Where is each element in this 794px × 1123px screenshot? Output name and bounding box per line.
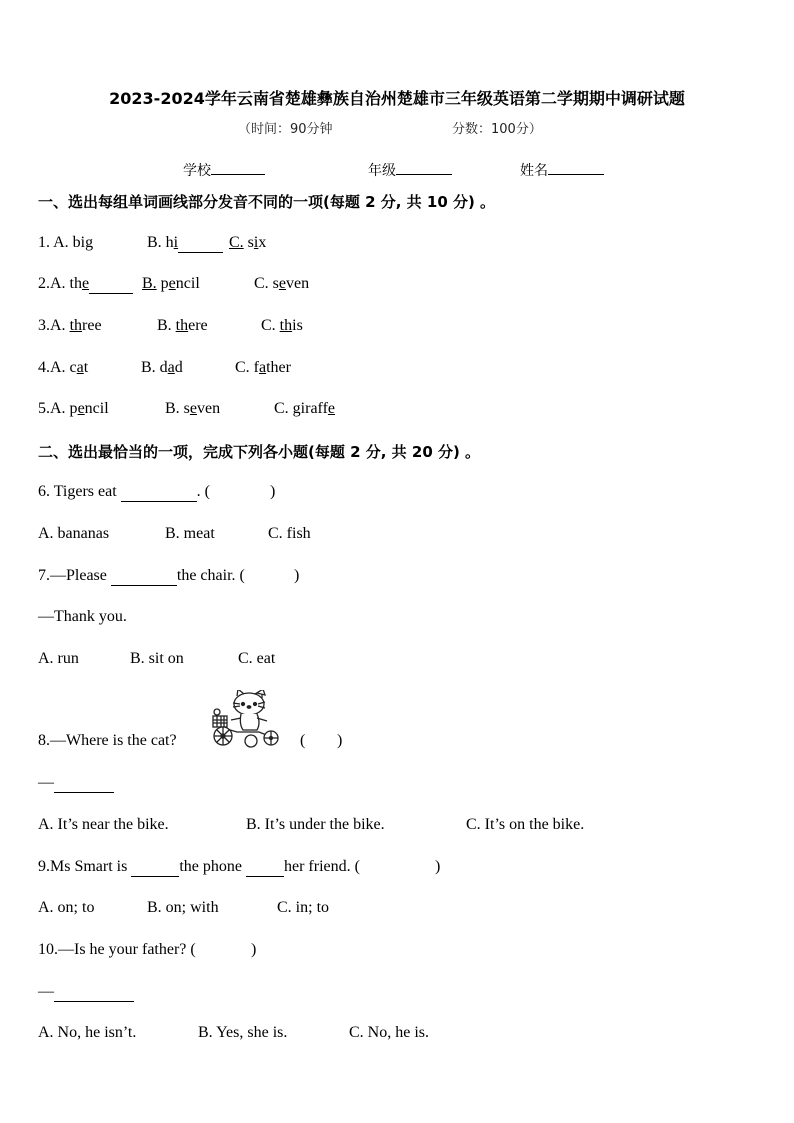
q8-paren-open[interactable]: ( — [300, 732, 306, 749]
name-blank[interactable] — [548, 160, 604, 175]
q7-answer-paren[interactable]: ) — [294, 567, 300, 584]
grade-field — [368, 160, 452, 180]
q1-option-a[interactable]: A. big — [53, 234, 94, 251]
student-info-row — [0, 160, 794, 182]
q8-reply — [38, 774, 114, 793]
q6-blank[interactable] — [121, 483, 197, 502]
q8-paren-close[interactable]: ) — [337, 732, 343, 749]
q10-options — [38, 1024, 429, 1042]
q9-options — [38, 899, 330, 917]
q9-stem: 9.Ms Smart is — [38, 858, 128, 875]
q1-option-c[interactable]: C. six — [229, 234, 267, 251]
cat-on-bike-image — [207, 690, 283, 748]
q10-option-b[interactable]: B. Yes, she is. — [198, 1024, 288, 1041]
q9-mid: the phone — [179, 858, 242, 875]
q3-option-a[interactable]: 3.A. three — [38, 317, 102, 334]
q7-tail: the chair. ( — [176, 567, 245, 584]
q10-option-c[interactable]: C. No, he is. — [349, 1024, 429, 1041]
school-label: 学校 — [183, 163, 211, 179]
q2-option-c[interactable]: C. seven — [254, 275, 310, 292]
q7-stem: 7.—Please — [38, 567, 107, 584]
q6-option-c[interactable]: C. fish — [268, 525, 311, 542]
q1-number: 1. — [38, 234, 54, 251]
q7-option-b[interactable]: B. sit on — [130, 650, 184, 667]
q7-reply: —Thank you. — [38, 608, 127, 625]
q6-tail: . ( — [196, 483, 210, 500]
grade-label: 年级 — [368, 163, 396, 179]
q5-option-c[interactable]: C. giraffe — [274, 400, 336, 417]
time-info: （时间：90分钟 — [238, 122, 333, 137]
q7-blank[interactable] — [111, 567, 177, 586]
q8-reply-dash: — — [38, 774, 54, 791]
q7-options — [38, 650, 276, 668]
q1-option-b[interactable]: B. hi — [147, 234, 223, 253]
q8-option-c[interactable]: C. It’s on the bike. — [466, 816, 585, 833]
question-4 — [38, 359, 291, 377]
q8-blank[interactable] — [54, 774, 114, 793]
score-info: 分数：100分） — [452, 122, 542, 137]
q4-option-c[interactable]: C. father — [235, 359, 291, 376]
q6-option-b[interactable]: B. meat — [165, 525, 215, 542]
question-5 — [38, 400, 336, 418]
q6-stem: 6. Tigers eat — [38, 483, 117, 500]
grade-blank[interactable] — [396, 160, 452, 175]
q8-stem: 8.—Where is the cat? — [38, 732, 177, 749]
question-7 — [38, 567, 300, 586]
question-2 — [38, 275, 310, 294]
question-1 — [38, 234, 267, 252]
q6-options — [38, 525, 311, 543]
q7-option-a[interactable]: A. run — [38, 650, 79, 667]
school-blank[interactable] — [211, 160, 265, 175]
name-field — [520, 160, 604, 180]
section1-heading: 一、选出每组单词画线部分发音不同的一项(每题 2 分, 共 10 分) 。 — [38, 193, 496, 211]
q2-option-b[interactable]: B. pencil — [142, 275, 200, 292]
q8-options — [38, 816, 585, 834]
question-10 — [38, 941, 257, 959]
q3-option-c[interactable]: C. this — [261, 317, 303, 334]
q10-answer-paren[interactable]: ) — [251, 941, 257, 958]
q4-option-b[interactable]: B. dad — [141, 359, 183, 376]
name-label: 姓名 — [520, 163, 548, 179]
q10-reply — [38, 983, 134, 1002]
q3-option-b[interactable]: B. there — [157, 317, 208, 334]
q9-option-c[interactable]: C. in; to — [277, 899, 330, 916]
q6-option-a[interactable]: A. bananas — [38, 525, 110, 542]
question-3 — [38, 317, 303, 335]
q9-option-b[interactable]: B. on; with — [147, 899, 219, 916]
question-8 — [38, 732, 343, 750]
q9-option-a[interactable]: A. on; to — [38, 899, 95, 916]
q9-answer-paren[interactable]: ) — [435, 858, 441, 875]
question-9 — [38, 858, 441, 877]
q5-option-a[interactable]: 5.A. pencil — [38, 400, 109, 417]
q9-tail: her friend. ( — [284, 858, 360, 875]
question-6 — [38, 483, 276, 502]
q1-c-label: C. — [229, 234, 244, 251]
page-title: 2023-2024学年云南省楚雄彝族自治州楚雄市三年级英语第二学期期中调研试题 — [109, 89, 685, 108]
q10-option-a[interactable]: A. No, he isn’t. — [38, 1024, 137, 1041]
q4-option-a[interactable]: 4.A. cat — [38, 359, 89, 376]
q10-reply-dash: — — [38, 983, 54, 1000]
q9-blank-1[interactable] — [131, 858, 179, 877]
school-field — [183, 160, 265, 180]
q6-answer-paren[interactable]: ) — [270, 483, 276, 500]
q5-option-b[interactable]: B. seven — [165, 400, 221, 417]
q7-option-c[interactable]: C. eat — [238, 650, 276, 667]
q8-option-a[interactable]: A. It’s near the bike. — [38, 816, 169, 833]
section2-heading: 二、选出最恰当的一项，完成下列各小题(每题 2 分, 共 20 分) 。 — [38, 443, 481, 461]
q10-stem: 10.—Is he your father? ( — [38, 941, 196, 958]
q8-option-b[interactable]: B. It’s under the bike. — [246, 816, 385, 833]
q10-blank[interactable] — [54, 983, 134, 1002]
q2-option-a[interactable]: 2.A. the — [38, 275, 133, 292]
q9-blank-2[interactable] — [246, 858, 284, 877]
